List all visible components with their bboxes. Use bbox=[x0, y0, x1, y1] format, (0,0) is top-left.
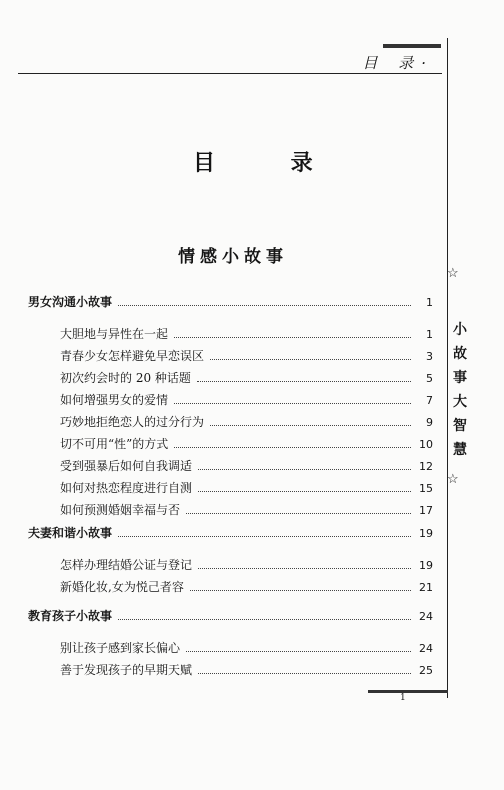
dot-leader bbox=[210, 359, 411, 360]
dot-leader bbox=[198, 568, 411, 569]
side-title-char: 慧 bbox=[453, 442, 467, 458]
dot-leader bbox=[198, 673, 411, 674]
dot-leader bbox=[190, 590, 411, 591]
toc-label: 青春少女怎样避免早恋误区 bbox=[60, 349, 205, 363]
toc-section bbox=[28, 606, 433, 627]
dot-leader bbox=[174, 337, 411, 338]
toc-page-number: 5 bbox=[426, 372, 433, 385]
toc-label: 教育孩子小故事 bbox=[28, 609, 113, 623]
side-title-char: 小 bbox=[453, 322, 467, 338]
toc-page-number: 24 bbox=[419, 642, 433, 655]
toc-entry bbox=[60, 434, 433, 455]
toc-entry bbox=[60, 412, 433, 433]
toc-entry bbox=[60, 456, 433, 477]
toc-page-number: 17 bbox=[419, 504, 433, 517]
side-title bbox=[452, 318, 468, 462]
dot-leader bbox=[186, 651, 411, 652]
toc-section bbox=[28, 523, 433, 544]
side-title-char: 大 bbox=[453, 394, 467, 410]
toc-entry bbox=[60, 324, 433, 345]
toc-label: 初次约会时的 20 种话题 bbox=[60, 371, 191, 385]
star-icon: ☆ bbox=[447, 472, 459, 487]
toc-page-number: 25 bbox=[419, 664, 433, 677]
toc-label: 如何增强男女的爱情 bbox=[60, 393, 169, 407]
page-number: 1 bbox=[400, 693, 406, 703]
toc-entry bbox=[60, 660, 433, 681]
toc-page-number: 1 bbox=[426, 328, 433, 341]
toc-entry bbox=[60, 478, 433, 499]
toc-page-number: 1 bbox=[426, 296, 433, 309]
toc-page-number: 12 bbox=[419, 460, 433, 473]
toc-page-number: 3 bbox=[426, 350, 433, 363]
header-band bbox=[383, 44, 441, 48]
dot-leader bbox=[118, 305, 411, 306]
toc-label: 如何对热恋程度进行自测 bbox=[60, 481, 193, 495]
header-rule bbox=[18, 73, 442, 74]
toc-section bbox=[28, 292, 433, 313]
toc-label: 切不可用“性”的方式 bbox=[60, 437, 169, 451]
toc-label: 别让孩子感到家长偏心 bbox=[60, 641, 181, 655]
toc-label: 善于发现孩子的早期天赋 bbox=[60, 663, 193, 677]
toc-page-number: 7 bbox=[426, 394, 433, 407]
toc-label: 新婚化妆,女为悦己者容 bbox=[60, 580, 184, 594]
toc-entry bbox=[60, 577, 433, 598]
toc-label: 受到强暴后如何自我调适 bbox=[60, 459, 193, 473]
dot-leader bbox=[198, 491, 411, 492]
toc-page-number: 10 bbox=[419, 438, 433, 451]
toc-entry bbox=[60, 555, 433, 576]
dot-leader bbox=[118, 619, 411, 620]
toc-label: 如何预测婚姻幸福与否 bbox=[60, 503, 181, 517]
toc-page-number: 9 bbox=[426, 416, 433, 429]
toc-entry bbox=[60, 638, 433, 659]
toc-entry bbox=[60, 368, 433, 389]
toc-page-number: 19 bbox=[419, 527, 433, 540]
toc-page-number: 24 bbox=[419, 610, 433, 623]
toc-label: 男女沟通小故事 bbox=[28, 295, 113, 309]
footer-rule bbox=[368, 690, 448, 693]
toc-entry bbox=[60, 500, 433, 521]
dot-leader bbox=[198, 469, 411, 470]
side-title-char: 故 bbox=[453, 346, 467, 362]
dot-leader bbox=[174, 403, 411, 404]
side-title-char: 事 bbox=[453, 370, 467, 386]
toc-label: 大胆地与异性在一起 bbox=[60, 327, 169, 341]
dot-leader bbox=[210, 425, 411, 426]
toc-page-number: 21 bbox=[419, 581, 433, 594]
dot-leader bbox=[197, 381, 411, 382]
dot-leader bbox=[186, 513, 411, 514]
toc-page-number: 19 bbox=[419, 559, 433, 572]
dot-leader bbox=[174, 447, 411, 448]
page-title: 目 录 bbox=[193, 150, 347, 176]
toc-label: 巧妙地拒绝恋人的过分行为 bbox=[60, 415, 205, 429]
toc-page-number: 15 bbox=[419, 482, 433, 495]
running-head: 目 录· bbox=[362, 54, 434, 72]
margin-rule bbox=[447, 38, 448, 698]
side-title-char: 智 bbox=[453, 418, 467, 434]
section-heading: 情感小故事 bbox=[178, 247, 288, 267]
toc-entry bbox=[60, 346, 433, 367]
dot-leader bbox=[118, 536, 411, 537]
star-icon: ☆ bbox=[447, 266, 459, 281]
toc-label: 夫妻和谐小故事 bbox=[28, 526, 113, 540]
toc-label: 怎样办理结婚公证与登记 bbox=[60, 558, 193, 572]
toc-entry bbox=[60, 390, 433, 411]
